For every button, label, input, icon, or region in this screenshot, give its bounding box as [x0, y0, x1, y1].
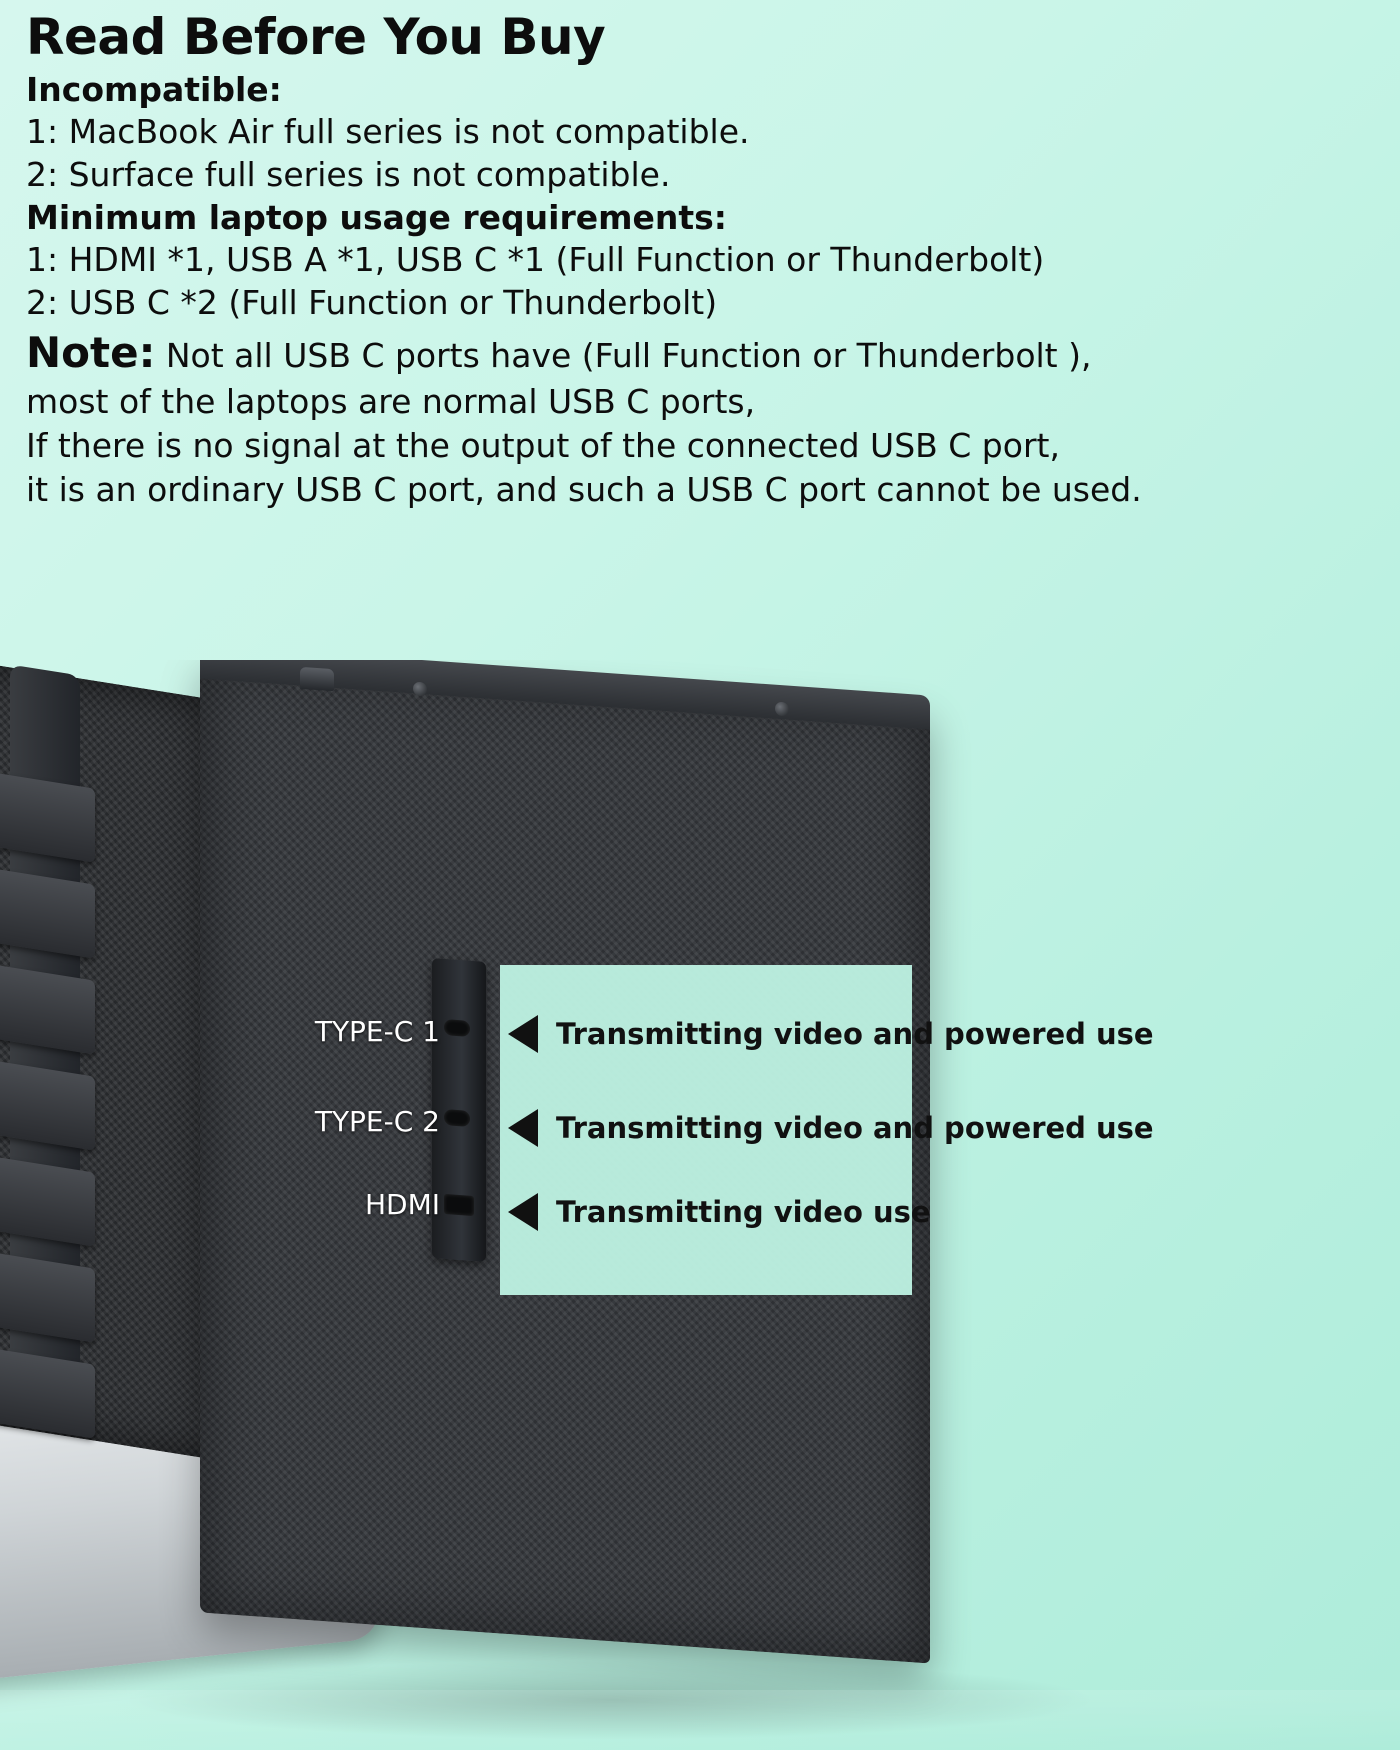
note-first-line-text: Not all USB C ports have (Full Function or Thunderbolt ), — [155, 336, 1092, 376]
port-hdmi[interactable] — [444, 1194, 474, 1216]
info-text-block — [26, 10, 1376, 511]
requirement-item-1: 1: HDMI *1, USB A *1, USB C *1 (Full Function or Thunderbolt) — [26, 240, 1045, 280]
port-label-type-c-1: TYPE-C 1 — [314, 1015, 440, 1048]
note-line-4: it is an ordinary USB C port, and such a USB C port cannot be used. — [26, 469, 1142, 509]
note-line-3: If there is no signal at the output of the connected USB C port, — [26, 426, 1060, 466]
mounting-bracket — [0, 770, 100, 1429]
port-type-c-1[interactable] — [444, 1019, 470, 1037]
page-title: Read Before You Buy — [26, 8, 606, 66]
requirements-label: Minimum laptop usage requirements: — [26, 198, 727, 238]
note-label: Note: — [26, 328, 156, 378]
callout-rows — [500, 965, 1400, 1295]
callout-text-type-c-2: Transmitting video and powered use — [556, 1111, 1154, 1145]
callout-text-hdmi: Transmitting video use — [556, 1195, 931, 1229]
monitor-screw-left — [413, 682, 427, 697]
requirement-item-2: 2: USB C *2 (Full Function or Thunderbolt) — [26, 283, 718, 323]
incompatible-item-1: 1: MacBook Air full series is not compatible. — [26, 112, 750, 152]
port-label-hdmi: HDMI — [364, 1188, 440, 1221]
callout-text-type-c-1: Transmitting video and powered use — [556, 1017, 1154, 1051]
arrow-left-icon — [508, 1193, 538, 1231]
monitor-screw-right — [775, 702, 789, 717]
floor-reflection — [0, 1690, 1400, 1750]
note-line-2: most of the laptops are normal USB C ports, — [26, 382, 756, 422]
incompatible-label: Incompatible: — [26, 70, 282, 109]
arrow-left-icon — [508, 1109, 538, 1147]
port-label-type-c-2: TYPE-C 2 — [314, 1105, 440, 1138]
product-photo — [0, 660, 1400, 1750]
arrow-left-icon — [508, 1015, 538, 1053]
port-type-c-2[interactable] — [444, 1109, 470, 1127]
monitor-hinge-knob — [300, 667, 334, 691]
note-first-line — [26, 325, 1376, 380]
incompatible-item-2: 2: Surface full series is not compatible. — [26, 155, 671, 195]
